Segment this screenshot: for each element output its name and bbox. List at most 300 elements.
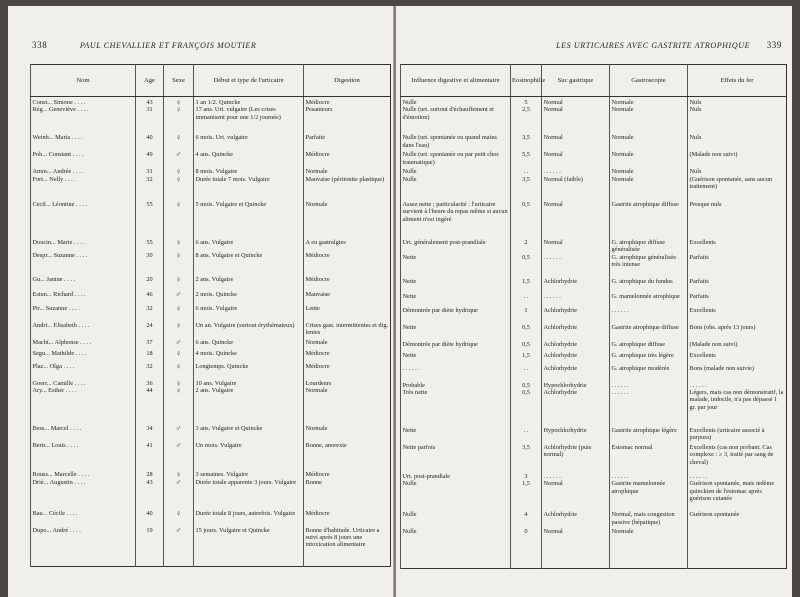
table-row xyxy=(401,389,787,427)
cell-fer: (Guérison spontanée, sans aucun traitement) xyxy=(688,176,787,201)
cell-fer: Bons (obs. après 13 jours) xyxy=(688,324,787,341)
table-row xyxy=(401,473,787,480)
table-row xyxy=(401,511,787,528)
cell-fer: (Malade non suivi) xyxy=(688,341,787,352)
cell-eosino: 3,5 xyxy=(511,176,542,201)
cell-debut: 5 mois. Vulgaire et Quincke xyxy=(194,201,304,239)
cell-debut: 17 ans. Urt. vulgaire (Les crises immanisent pour une 1/2 journée) xyxy=(194,106,304,134)
cell-suc: Achlorhydrie xyxy=(542,278,610,293)
cell-gastro: G. atrophique du fundus xyxy=(610,278,688,293)
cell-age: 19 xyxy=(136,527,164,567)
cell-age: 28 xyxy=(136,471,164,478)
cell-suc: Achlorhydrie xyxy=(542,307,610,324)
table-row xyxy=(31,201,391,239)
table-row xyxy=(401,168,787,175)
cell-gastro: . . . . . . xyxy=(610,382,688,389)
cell-eosino: 2,5 xyxy=(511,106,542,134)
table-row xyxy=(31,97,391,107)
cell-suc: Achlorhydrie xyxy=(542,352,610,365)
cell-age: 41 xyxy=(136,442,164,471)
column-header: Digestion xyxy=(304,65,391,97)
cell-gastro: Gastrite atrophique diffuse xyxy=(610,324,688,341)
cell-influence: Nulle xyxy=(401,528,511,568)
cell-sexe: ♀ xyxy=(164,276,194,291)
cell-gastro: G. atrophique diffuse généralisée xyxy=(610,239,688,254)
cell-suc: Normal xyxy=(542,106,610,134)
cell-gastro: Normale xyxy=(610,176,688,201)
table-row xyxy=(401,528,787,568)
table-row xyxy=(401,134,787,151)
running-head-title-left: PAUL CHEVALLIER ET FRANÇOIS MOUTIER xyxy=(79,41,257,50)
cell-debut: 6 mois. Vulgaire xyxy=(194,305,304,322)
cell-suc: . . . . . . xyxy=(542,254,610,278)
cell-sexe: ♂ xyxy=(164,425,194,442)
cell-eosino: 1,5 xyxy=(511,480,542,511)
cell-suc: Achlorhydrie xyxy=(542,365,610,382)
cell-sexe: ♀ xyxy=(164,387,194,425)
cell-gastro: Normale xyxy=(610,528,688,568)
cell-nom: Amm... Andrée . . . . xyxy=(31,168,136,175)
column-header: Début et type de l'urticaire xyxy=(194,65,304,97)
cell-gastro: Normale xyxy=(610,134,688,151)
cell-digestion: Bonne d'habitude. Urticaire a suivi après 8 jours une intoxication alimentaire xyxy=(304,527,391,567)
table-row xyxy=(401,341,787,352)
cell-sexe: ♀ xyxy=(164,305,194,322)
cell-nom: Fort... Nelly . . . . xyxy=(31,176,136,201)
cell-age: 44 xyxy=(136,387,164,425)
cell-digestion: Médiocre xyxy=(304,350,391,363)
cell-age: 32 xyxy=(136,305,164,322)
cell-sexe: ♀ xyxy=(164,363,194,380)
cell-nom: Poh... Constant . . . . xyxy=(31,151,136,168)
cell-fer: Nuls xyxy=(688,106,787,134)
table-row xyxy=(31,168,391,175)
cell-fer: Guérison spontanée xyxy=(688,511,787,528)
cell-nom: Plaz... Olga . . . . xyxy=(31,363,136,380)
cell-sexe: ♀ xyxy=(164,322,194,339)
cell-influence: Urt. généralement post-prandiale xyxy=(401,239,511,254)
cell-eosino: 3,5 xyxy=(511,444,542,473)
cell-nom: Estun... Richard . . . . xyxy=(31,291,136,305)
table-row xyxy=(31,176,391,201)
cell-debut: 15 jours. Vulgaire et Quincke xyxy=(194,527,304,567)
table-row xyxy=(401,382,787,389)
table-row xyxy=(401,176,787,201)
cell-fer: Guérison spontanée, mais œdème quinckien de l'estomac après guérison cutanée xyxy=(688,480,787,511)
cell-influence: Nulle xyxy=(401,168,511,175)
cell-age: 43 xyxy=(136,97,164,107)
column-header: Effets du fer xyxy=(688,65,787,97)
cell-eosino: 5 xyxy=(511,97,542,107)
cell-debut: 2 mois. Quincke xyxy=(194,291,304,305)
column-header: Suc gastrique xyxy=(542,65,610,97)
cell-gastro: G. atrophique très légère xyxy=(610,352,688,365)
table-row xyxy=(31,276,391,291)
cell-sexe: ♀ xyxy=(164,97,194,107)
cell-digestion: Bonne xyxy=(304,479,391,510)
cell-gastro: Normal, mais congestion passive (hépatique) xyxy=(610,511,688,528)
column-header: Sexe xyxy=(164,65,194,97)
cell-gastro: G. atrophique diffuse xyxy=(610,341,688,352)
table-row xyxy=(401,151,787,168)
cell-suc: Normal xyxy=(542,97,610,107)
cell-age: 24 xyxy=(136,322,164,339)
cell-nom: Segu... Mathilde . . . . xyxy=(31,350,136,363)
table-row xyxy=(401,254,787,278)
cell-suc: . . . . . . xyxy=(542,168,610,175)
cell-eosino: 0,5 xyxy=(511,389,542,427)
cell-eosino: . . xyxy=(511,168,542,175)
cell-fer: Excellents xyxy=(688,352,787,365)
cell-debut: 10 ans. Vulgaire xyxy=(194,380,304,387)
cell-nom: Const... Simone . . . . xyxy=(31,97,136,107)
table-row xyxy=(401,278,787,293)
table-row xyxy=(401,307,787,324)
cell-eosino: 0,5 xyxy=(511,382,542,389)
cell-nom: Gu... Janine . . . . xyxy=(31,276,136,291)
cell-nom: Dupo... André . . . . xyxy=(31,527,136,567)
cell-suc: Achlorhydrie xyxy=(542,511,610,528)
cell-fer: Excellents xyxy=(688,239,787,254)
cell-digestion: Parfaite xyxy=(304,134,391,151)
cell-influence: Nulle xyxy=(401,511,511,528)
cell-age: 36 xyxy=(136,380,164,387)
table-row xyxy=(31,471,391,478)
cell-nom: Bess... Marcel . . . . xyxy=(31,425,136,442)
cell-influence: Nette xyxy=(401,324,511,341)
cell-gastro: Normale xyxy=(610,106,688,134)
cell-influence: Nulle (urt. spontanée ou par petit choc traumatique) xyxy=(401,151,511,168)
table-row xyxy=(31,322,391,339)
column-header: Influence digestive et alimentaire xyxy=(401,65,511,97)
cell-age: 32 xyxy=(136,176,164,201)
cell-debut: 3 semaines. Vulgaire xyxy=(194,471,304,478)
cell-digestion: Normale xyxy=(304,339,391,350)
cell-influence: Nette xyxy=(401,254,511,278)
cell-sexe: ♂ xyxy=(164,339,194,350)
cell-digestion: Normale xyxy=(304,387,391,425)
cell-sexe: ♀ xyxy=(164,239,194,252)
cell-debut: 6 ans. Quincke xyxy=(194,339,304,350)
cell-eosino: . . xyxy=(511,365,542,382)
cell-gastro: Gastrite atrophique légère xyxy=(610,427,688,444)
cell-suc: . . . . . . xyxy=(542,473,610,480)
cell-age: 46 xyxy=(136,291,164,305)
cell-age: 32 xyxy=(136,363,164,380)
cell-suc: Normal xyxy=(542,201,610,239)
cell-influence: Urt. post-prandiale xyxy=(401,473,511,480)
cell-suc: Hypochlorhydrie xyxy=(542,382,610,389)
cell-suc: . . . . . . xyxy=(542,293,610,307)
running-head-left xyxy=(32,40,256,50)
table-row xyxy=(401,444,787,473)
table-row xyxy=(31,305,391,322)
table-row xyxy=(401,293,787,307)
cell-fer: Légers, mais cas non démonstratif, la malade, indocile, n'a pas dépassé 1 gr. par jour xyxy=(688,389,787,427)
table-row xyxy=(31,425,391,442)
cell-debut: Un mois. Vulgaire xyxy=(194,442,304,471)
cell-gastro: Gastrite atrophique diffuse xyxy=(610,201,688,239)
cell-digestion: Médiocre xyxy=(304,276,391,291)
cell-nom: Doucin... Marie . . . . xyxy=(31,239,136,252)
cell-fer: (Malade non suivi) xyxy=(688,151,787,168)
cell-debut: 8 ans. Vulgaire et Quincke xyxy=(194,252,304,276)
cell-nom: Andri... Elisabeth . . . . xyxy=(31,322,136,339)
cell-influence: Nulle xyxy=(401,176,511,201)
cell-influence: Nette xyxy=(401,278,511,293)
cell-digestion: Médiocre xyxy=(304,252,391,276)
cell-nom: Goerr... Camille . . . . xyxy=(31,380,136,387)
column-header: Eosinophilie xyxy=(511,65,542,97)
cell-age: 55 xyxy=(136,239,164,252)
cell-age: 37 xyxy=(136,339,164,350)
cell-digestion: Lourdeurs xyxy=(304,380,391,387)
column-header: Age xyxy=(136,65,164,97)
cell-sexe: ♀ xyxy=(164,168,194,175)
cell-gastro: . . . . . . xyxy=(610,389,688,427)
table-row xyxy=(31,527,391,567)
column-header: Gastroscopie xyxy=(610,65,688,97)
cell-fer: Nuls xyxy=(688,134,787,151)
cell-influence: Démontrée par diète hydrique xyxy=(401,341,511,352)
cell-influence: Nulle (urt. spontanée ou quand mains dans l'eau) xyxy=(401,134,511,151)
running-head-title-right: LES URTICAIRES AVEC GASTRITE ATROPHIQUE xyxy=(556,41,751,50)
cell-debut: Durée totale 7 mois. Vulgaire xyxy=(194,176,304,201)
cell-age: 43 xyxy=(136,479,164,510)
cell-nom: Rég... Geneviève . . . . xyxy=(31,106,136,134)
cell-digestion: Lente xyxy=(304,305,391,322)
cell-sexe: ♂ xyxy=(164,479,194,510)
cell-sexe: ♂ xyxy=(164,442,194,471)
cell-eosino: 0 xyxy=(511,528,542,568)
cell-fer: Parfaits xyxy=(688,278,787,293)
cell-age: 31 xyxy=(136,168,164,175)
cell-age: 55 xyxy=(136,201,164,239)
cell-debut: 2 ans. Vulgaire xyxy=(194,387,304,425)
cell-sexe: ♀ xyxy=(164,471,194,478)
cell-digestion: Bonne, anorexie xyxy=(304,442,391,471)
cell-sexe: ♀ xyxy=(164,252,194,276)
cell-gastro: . . . . . . xyxy=(610,307,688,324)
cell-digestion: Médiocre xyxy=(304,363,391,380)
table-row xyxy=(401,480,787,511)
cell-digestion: Normale xyxy=(304,201,391,239)
cell-suc: Hypochlorhydrie xyxy=(542,427,610,444)
table-row xyxy=(31,134,391,151)
cell-digestion: Médiocre xyxy=(304,151,391,168)
cell-gastro: Normale xyxy=(610,168,688,175)
cell-influence: Assez nette ; particularité : l'urticaire survient à l'heure du repas même si aucun aliment n'est ingéré xyxy=(401,201,511,239)
cell-nom: Pir... Suzanne . . . . xyxy=(31,305,136,322)
cell-eosino: 0,5 xyxy=(511,201,542,239)
table-row xyxy=(31,380,391,387)
table-row xyxy=(401,97,787,107)
cell-suc: Achlorhydrie xyxy=(542,389,610,427)
cell-fer: . . . . . . xyxy=(688,473,787,480)
cell-debut: Durée totale apparente 3 jours. Vulgaire xyxy=(194,479,304,510)
cell-debut: Longtemps. Quincke xyxy=(194,363,304,380)
cell-nom: Macht... Alphonse . . . . xyxy=(31,339,136,350)
cell-eosino: 1 xyxy=(511,307,542,324)
cell-eosino: 3 xyxy=(511,473,542,480)
cell-eosino: 1,5 xyxy=(511,278,542,293)
cell-eosino: . . xyxy=(511,293,542,307)
table-row xyxy=(401,106,787,134)
cell-nom: Bau... Cécile . . . . xyxy=(31,510,136,527)
cell-fer: Nuls xyxy=(688,168,787,175)
cell-age: 49 xyxy=(136,151,164,168)
cell-sexe: ♀ xyxy=(164,176,194,201)
cell-sexe: ♂ xyxy=(164,291,194,305)
cell-fer xyxy=(688,528,787,568)
cell-eosino: 4 xyxy=(511,511,542,528)
table-row xyxy=(31,510,391,527)
cell-nom: Bertr... Louis . . . . xyxy=(31,442,136,471)
table-row xyxy=(31,442,391,471)
table-row xyxy=(31,339,391,350)
cell-debut: 2 ans. Vulgaire xyxy=(194,276,304,291)
table-row xyxy=(401,324,787,341)
cell-digestion: A eu gastralgies xyxy=(304,239,391,252)
cell-age: 34 xyxy=(136,425,164,442)
cell-gastro: G. atrophique modérée xyxy=(610,365,688,382)
cell-suc: Normal xyxy=(542,151,610,168)
cell-age: 31 xyxy=(136,106,164,134)
cell-gastro: Estomac normal xyxy=(610,444,688,473)
cell-gastro: . . . . . . xyxy=(610,473,688,480)
cell-fer: Presque nuls xyxy=(688,201,787,239)
cell-suc: Normal xyxy=(542,528,610,568)
cell-eosino: 5,5 xyxy=(511,151,542,168)
running-head-right xyxy=(506,40,782,50)
cell-digestion: Mauvaise xyxy=(304,291,391,305)
cell-influence: . . . . . . xyxy=(401,365,511,382)
cell-eosino: 3,5 xyxy=(511,134,542,151)
cell-debut: 8 mois. Vulgaire xyxy=(194,168,304,175)
table-row xyxy=(31,106,391,134)
cell-suc: Normal xyxy=(542,480,610,511)
cell-suc: Normal (faible) xyxy=(542,176,610,201)
cell-debut: 4 ans. Quincke xyxy=(194,151,304,168)
left-table xyxy=(30,64,391,567)
cell-sexe: ♀ xyxy=(164,510,194,527)
cell-gastro: Normale xyxy=(610,97,688,107)
cell-fer: . . . . . . xyxy=(688,382,787,389)
cell-eosino: 1,5 xyxy=(511,352,542,365)
cell-sexe: ♀ xyxy=(164,106,194,134)
cell-gastro: Gastrite mamelonnée atrophique xyxy=(610,480,688,511)
cell-influence: Démontrée par diète hydrique xyxy=(401,307,511,324)
left-page xyxy=(8,6,395,597)
table-row xyxy=(31,291,391,305)
cell-digestion: Médiocre xyxy=(304,97,391,107)
cell-sexe: ♂ xyxy=(164,151,194,168)
cell-nom: Drié... Augustin . . . . xyxy=(31,479,136,510)
right-table xyxy=(400,64,787,569)
table-row xyxy=(401,427,787,444)
cell-eosino: 0,5 xyxy=(511,254,542,278)
cell-age: 40 xyxy=(136,134,164,151)
cell-influence: Nette xyxy=(401,427,511,444)
cell-sexe: ♀ xyxy=(164,134,194,151)
cell-digestion: Pesanteurs xyxy=(304,106,391,134)
cell-digestion: Médiocre xyxy=(304,471,391,478)
cell-suc: Achlorhydrie xyxy=(542,324,610,341)
cell-digestion: Médiocre xyxy=(304,510,391,527)
cell-nom: Cecil... Léontine . . . . xyxy=(31,201,136,239)
cell-debut: 1 an 1/2. Quincke xyxy=(194,97,304,107)
cell-fer: Bons (malade non suivie) xyxy=(688,365,787,382)
cell-fer: Excellents (urticaire associé à purpura) xyxy=(688,427,787,444)
table-row xyxy=(401,201,787,239)
cell-age: 40 xyxy=(136,510,164,527)
cell-influence: Nette parfois xyxy=(401,444,511,473)
table-row xyxy=(31,479,391,510)
cell-gastro: Normale xyxy=(610,151,688,168)
cell-fer: Excellents (cas non probant. Cas complexe : ≥ 3, traité par sang de cheval) xyxy=(688,444,787,473)
cell-eosino: . . xyxy=(511,427,542,444)
cell-age: 30 xyxy=(136,252,164,276)
cell-influence: Nette xyxy=(401,352,511,365)
cell-fer: Parfaits xyxy=(688,293,787,307)
cell-age: 20 xyxy=(136,276,164,291)
table-row xyxy=(401,352,787,365)
cell-influence: Nulle xyxy=(401,97,511,107)
page-number-left: 338 xyxy=(32,40,48,50)
cell-debut: 6 mois. Urt. vulgaire xyxy=(194,134,304,151)
table-row xyxy=(401,365,787,382)
table-row xyxy=(31,151,391,168)
cell-nom: Despr... Suzanne . . . . xyxy=(31,252,136,276)
cell-debut: 3 ans. Vulgaire et Quincke xyxy=(194,425,304,442)
cell-influence: Probable xyxy=(401,382,511,389)
cell-nom: Ary... Esther . . . . xyxy=(31,387,136,425)
cell-eosino: 2 xyxy=(511,239,542,254)
right-page xyxy=(396,6,792,597)
cell-nom: Rouss... Marcelle . . . . xyxy=(31,471,136,478)
table-row xyxy=(31,239,391,252)
cell-digestion: Normale xyxy=(304,425,391,442)
cell-influence: Très nette xyxy=(401,389,511,427)
cell-fer: Nuls xyxy=(688,97,787,107)
cell-debut: 6 ans. Vulgaire xyxy=(194,239,304,252)
cell-eosino: 0,5 xyxy=(511,324,542,341)
cell-suc: Achlorhydrie (puis normal) xyxy=(542,444,610,473)
cell-digestion: Mauvaise (péritonite plastique) xyxy=(304,176,391,201)
cell-digestion: Normale xyxy=(304,168,391,175)
cell-gastro: G. atrophique généralisée très intense xyxy=(610,254,688,278)
cell-gastro: G. mamelonnée atrophique xyxy=(610,293,688,307)
page-number-right: 339 xyxy=(766,40,782,50)
cell-suc: Normal xyxy=(542,239,610,254)
cell-sexe: ♂ xyxy=(164,527,194,567)
book-spread xyxy=(0,6,800,597)
table-row xyxy=(401,239,787,254)
table-row xyxy=(31,363,391,380)
cell-sexe: ♀ xyxy=(164,350,194,363)
cell-influence: Nulle (urt. surtout d'échauffement et d'émotion) xyxy=(401,106,511,134)
cell-nom: Weinb... Maria . . . . xyxy=(31,134,136,151)
cell-age: 18 xyxy=(136,350,164,363)
cell-suc: Achlorhydrie xyxy=(542,341,610,352)
cell-influence: Nette xyxy=(401,293,511,307)
cell-debut: Un an. Vulgaire (surtout érythémateux) xyxy=(194,322,304,339)
cell-suc: Normal xyxy=(542,134,610,151)
cell-debut: 4 mois. Quincke xyxy=(194,350,304,363)
table-row xyxy=(31,350,391,363)
cell-sexe: ♀ xyxy=(164,201,194,239)
column-header: Nom xyxy=(31,65,136,97)
